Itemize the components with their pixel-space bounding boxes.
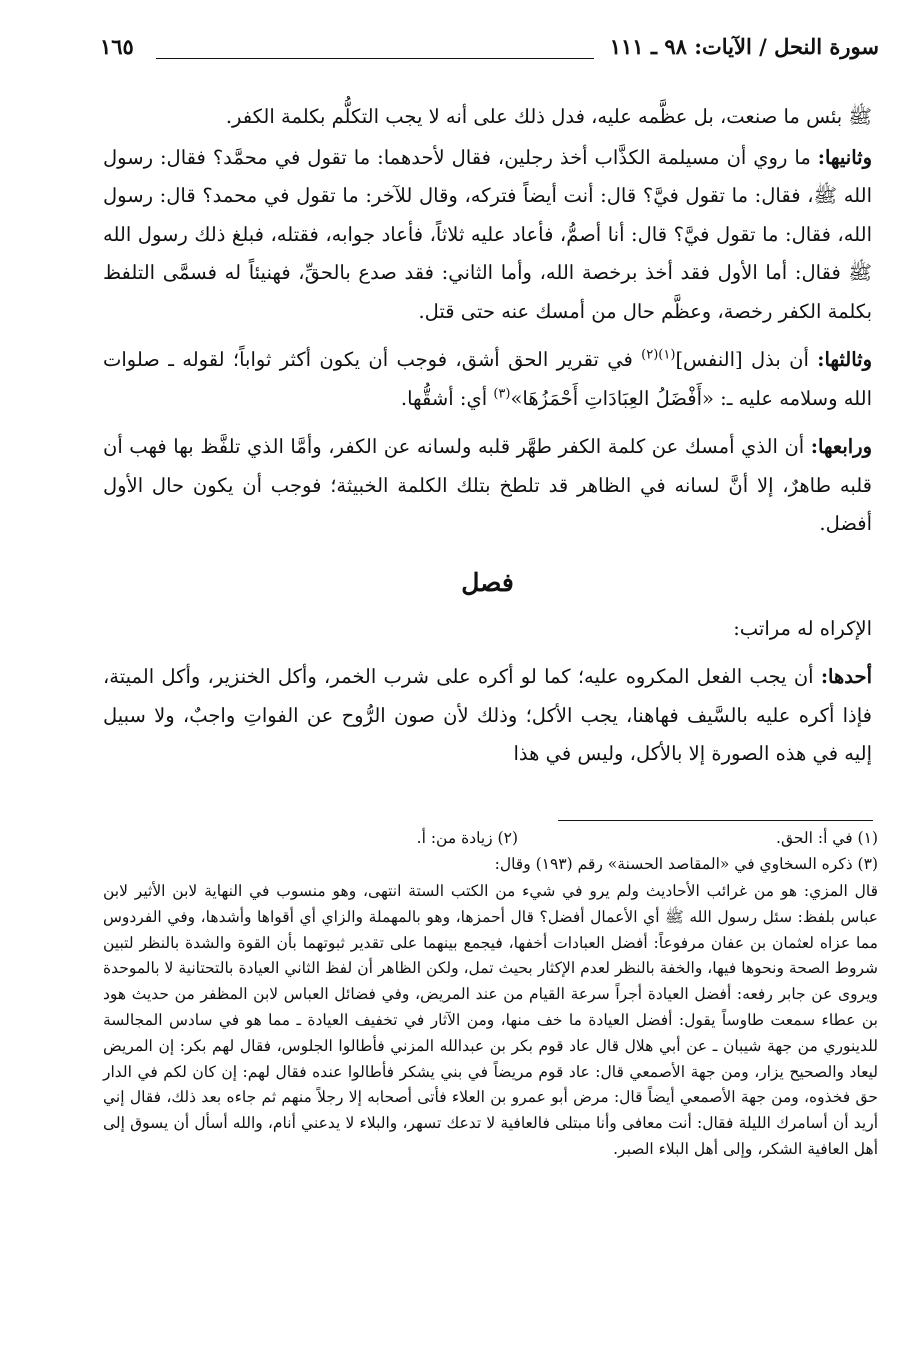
paragraph-lead: ورابعها: — [810, 435, 872, 458]
paragraph-lead: وثالثها: — [817, 348, 873, 371]
section-heading: فصل — [461, 567, 514, 597]
paragraph-lead: أحدها: — [820, 665, 872, 688]
paragraph-body: أن الذي أمسك عن كلمة الكفر طهَّر قلبه ولسانه عن الكفر، وأمَّا الذي تلفَّظ بها فهب أن قلبه طاهرٌ، إلا أنَّ لسانه في الظاهر قد تلطخ بتلك الكلمة الخبيثة؛ فوجب أن يكون حال الأول أفضل. — [103, 435, 872, 535]
footnotes — [103, 826, 878, 1163]
paragraph-body: في تقرير الحق أشق، فوجب أن يكون أكثر ثواباً؛ لقوله ـ صلوات الله وسلامه عليه ـ: «أَفْضَلُ العِبَادَاتِ أَحْمَزُهَا» — [103, 348, 872, 410]
footnote-rule — [558, 820, 873, 821]
paragraph-second-reason — [103, 139, 872, 332]
running-header — [100, 34, 879, 68]
paragraph-fourth-reason — [103, 428, 872, 544]
paragraph-first-level — [103, 658, 872, 774]
page-number: ١٦٥ — [100, 34, 134, 59]
paragraph-lead: وثانيها: — [817, 145, 872, 169]
paragraph-body: أن بذل [النفس] — [675, 348, 809, 371]
paragraph-body: أي: أشقُّها. — [400, 386, 494, 410]
footnote-1: (١) في أ: الحق. — [776, 829, 878, 847]
footnote-reference: (١)(٢) — [641, 347, 676, 363]
footnote-3: (٣) ذكره السخاوي في «المقاصد الحسنة» رقم (١٩٣) وقال: — [494, 854, 878, 873]
header-title: سورة النحل / الآيات: ٩٨ ـ ١١١ — [609, 34, 879, 59]
main-text — [103, 98, 872, 774]
paragraph-body: أن يجب الفعل المكروه عليه؛ كما لو أكره على شرب الخمر، وأكل الخنزير، وأكل الميتة، فإذا أكره عليه بالسَّيف فهاهنا، يجب الأكل؛ وذلك لأن صون الرُّوح عن الفواتِ واجبٌ، ولا سبيل إليه في هذه الصورة إلا بالأكل، وليس في هذا — [103, 665, 872, 765]
footnote-reference: (٣) — [493, 386, 511, 401]
paragraph-continuation: ﷺ بئس ما صنعت، بل عظَّمه عليه، فدل ذلك على أنه لا يجب التكلُّم بكلمة الكفر. — [225, 105, 872, 128]
paragraph-intro: الإكراه له مراتب: — [733, 616, 872, 640]
header-rule — [156, 58, 594, 59]
paragraph-body: ما روي أن مسيلمة الكذَّاب أخذ رجلين، فقال لأحدهما: ما تقول في محمَّد؟ فقال: رسول الله ﷺ، فقال: ما تقول فيَّ؟ قال: أنت أيضاً فتركه، وقال للآخر: ما تقول في محمد؟ قال: رسول الله، فقال: ما تقول فيَّ؟ قال: أنا أصمُّ، فأعاد عليه ثلاثاً، فأعاد جوابه، فقتله، فبلغ ذلك رسول الله ﷺ فقال: أما الأول فقد أخذ برخصة الله، وأما الثاني: فقد صدع بالحقِّ، فهنيئاً له فسمَّى التلفظ بكلمة الكفر رخصة، وعظَّم حال من أمسك عنه حتى قتل. — [103, 145, 872, 323]
footnote-3-quote: قال المزي: هو من غرائب الأحاديث ولم يرو في شيء من الكتب الستة انتهى، وهو منسوب في النهاية لابن الأثير لابن عباس بلفظ: سئل رسول الله ﷺ أي الأعمال أفضل؟ قال أحمزها، وهو بالمهملة والزاي أي أقواها وأشدها، وفي الفردوس مما عزاه لعثمان بن عفان مرفوعاً: أفضل العبادات أخفها، فيجمع بينهما على تقدير ثبوتهما بأن القوة والشدة بالنظر لتبين شروط الصحة ونحوها فيها، والخفة بالنظر لعدم الإكثار بحيث تمل، ولكن الظاهر أن لفظ الثاني العيادة بالتحتانية لا بالموحدة ويروى عن جابر رفعه: أفضل العيادة أجراً سرعة القيام من عند المريض، وفي فضائل العباس لابن المظفر من حديث هود بن عطاء سمعت طاوساً يقول: أفضل العيادة ما خف منها، ومن الآثار في تخفيف العيادة ـ مما هو في سادس المجالسة للدينوري من جهة شيبان ـ عن أبي هلال قال عاد قوم بكر بن عبدالله المزني فأطالوا الجلوس، فقال لهم بكر: إن المريض ليعاد والصحيح يزار، ومن جهة الأصمعي قال: عاد قوم مريضاً في بني يشكر فأطالوا عنده فقال لهم: إن كان لكم في الدار حق فخذوه، ومن جهة الأصمعي أيضاً قال: مرض أبو عمرو بن العلاء فأتى أصحابه إلا رجلاً منهم ثم جاءه بعد ذلك، فقال إني أريد أن أسامرك الليلة فقال: أنت معافى وأنا مبتلى فالعافية لا تدعك تسهر، والبلاء لا يدعني أنام، والله أسأل أن يسوق إلى أهل العافية الشكر، وإلى أهل البلاء الصبر. — [103, 882, 878, 1158]
paragraph-third-reason — [103, 341, 872, 418]
footnote-2: (٢) زيادة من: أ. — [416, 829, 518, 847]
footnote-row — [103, 826, 878, 852]
